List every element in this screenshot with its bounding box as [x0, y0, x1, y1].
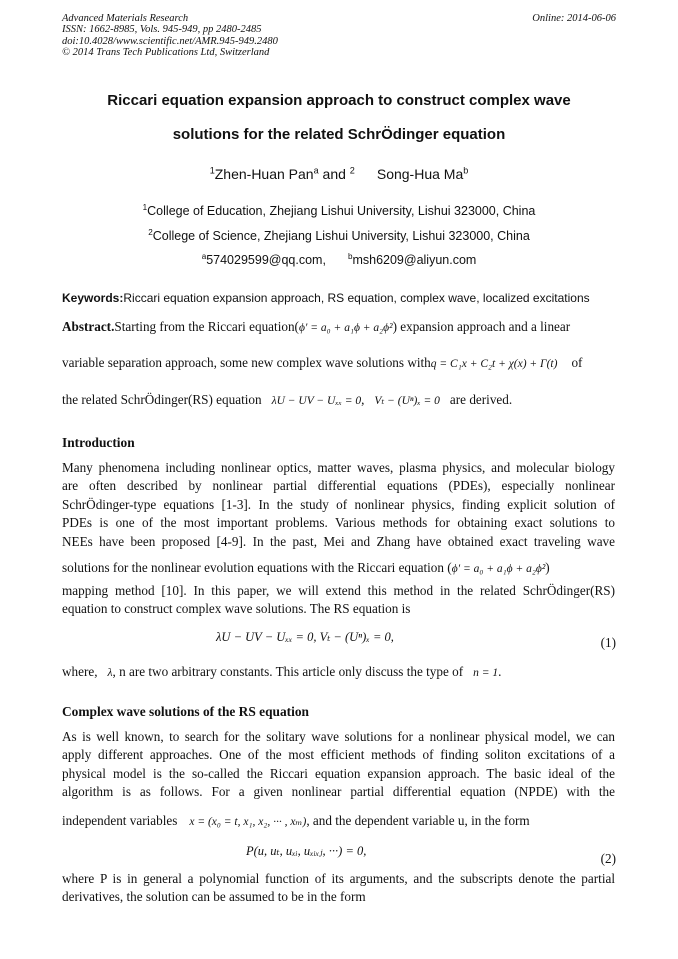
journal-header: [62, 13, 278, 58]
where-text-a: where,: [62, 664, 98, 679]
email-a-mark: a: [201, 251, 207, 261]
intro-text-6a: solutions for the nonlinear evolution equations with the Riccari equation (: [62, 560, 452, 575]
equation-1: λU − UV − Uₓₓ = 0, Vₜ − (Uⁿ)ₓ = 0,: [216, 630, 394, 644]
q-equation: q = C₁x + C₂t + χ(x) + Γ(t): [430, 358, 558, 370]
abstract-line-1: [62, 319, 615, 335]
section-2-paragraph-2: [62, 870, 615, 888]
intro-text-6b: ): [545, 560, 550, 575]
x-vector-equation: x = (x₀ = t, x₁, x₂, ··· , xₘ): [189, 816, 307, 828]
section-2-p2-line-2: derivatives, the solution can be assumed to be in the form: [62, 889, 366, 904]
equation-1-number: (1): [600, 635, 616, 650]
equation-2: [246, 843, 366, 859]
author2-affil-number: 2: [349, 165, 355, 176]
affiliation-2-text: College of Science, Zhejiang Lishui University, Lishui 323000, China: [152, 229, 530, 243]
intro-line: NEEs have been proposed [4-9]. In the past, Mei and Zhang have obtained exact traveling wave: [62, 533, 615, 549]
introduction-paragraph: [62, 459, 615, 551]
rs-equation-1: λU − UV − Uₓₓ = 0: [271, 395, 362, 407]
section-2-heading: Complex wave solutions of the RS equation: [62, 704, 310, 719]
title-line-1: Riccari equation expansion approach to construct complex wave: [107, 92, 571, 109]
issn: ISSN: 1662-8985, Vols. 945-949, pp 2480-2485: [62, 24, 262, 36]
emails: [40, 253, 638, 267]
abstract-text-2a: variable separation approach, some new complex wave solutions with: [62, 355, 431, 370]
email-a[interactable]: 574029599@qq.com,: [206, 253, 326, 267]
affiliation-1-number: 1: [142, 202, 148, 212]
copyright: © 2014 Trans Tech Publications Ltd, Switzerland: [62, 46, 270, 58]
rs-equation-2: Vₜ − (Uⁿ)ₓ = 0: [374, 395, 440, 407]
section-2-line: physical model is the so-called the Riccari equation expansion approach. The basic ideal of the: [62, 765, 615, 781]
abstract-comma: ,: [361, 392, 365, 407]
n-equals-one: n = 1: [473, 667, 499, 679]
equation-2-comma: ,: [363, 844, 367, 858]
affiliation-2: [40, 229, 638, 243]
intro-line: Many phenomena including nonlinear optics, matter waves, plasma physics, and molecular biology: [62, 460, 615, 475]
journal-name: Advanced Materials Research: [62, 13, 189, 24]
equation-1-part-b: Vₜ − (Uⁿ)ₓ = 0: [319, 630, 391, 644]
intro-line: SchrÖdinger-type equations [1-3]. In the study of nonlinear physics, finding explicit solution of: [62, 496, 615, 512]
intro-riccati-equation: ϕ′ = a₀ + a₁ϕ + a₂ϕ²: [451, 563, 546, 575]
intro-line-7: [62, 582, 615, 600]
equation-2-number: (2): [600, 851, 616, 866]
author1-email-mark: a: [313, 165, 319, 176]
abstract-line-3: [62, 392, 615, 408]
introduction-heading: Introduction: [62, 435, 135, 450]
affiliation-2-number: 2: [148, 227, 153, 237]
author2-email-mark: b: [463, 165, 469, 176]
doi: doi:10.4028/www.scientific.net/AMR.945-949.2480: [62, 35, 278, 47]
abstract-text-1a: Starting from the Riccari equation(: [114, 319, 299, 334]
independent-variables-line: [62, 813, 615, 829]
authors: [40, 166, 638, 182]
equation-2-body: P(u, uₜ, uₓᵢ, uₓᵢₓⱼ, ···) = 0: [246, 844, 364, 858]
riccati-equation: ϕ′ = a₀ + a₁ϕ + a₂ϕ²: [298, 322, 393, 334]
lambda-symbol: λ: [107, 667, 113, 679]
author1-name: Zhen-Huan Pan: [214, 166, 314, 182]
abstract-text-3b: are derived.: [449, 392, 513, 407]
where-text-c: .: [498, 664, 502, 679]
abstract-text-2b: of: [571, 355, 583, 370]
title-line-2: solutions for the related SchrÖdinger equation: [172, 126, 506, 143]
author2-name: Song-Hua Ma: [376, 166, 464, 182]
keywords: [62, 291, 622, 305]
keywords-label: Keywords:: [62, 291, 124, 305]
section-2-paragraph: [62, 728, 615, 802]
section-2-line: algorithm is as follows. For a given nonlinear partial differential equation (NPDE) with the: [62, 784, 615, 800]
abstract-text-3a: the related SchrÖdinger(RS) equation: [62, 392, 262, 407]
author1-affil-number: 1: [209, 165, 215, 176]
keywords-text: Riccari equation expansion approach, RS equation, complex wave, localized excitations: [123, 291, 590, 305]
intro-text-7: mapping method [10]. In this paper, we will extend this method in the related SchrÖdinger(RS): [62, 583, 615, 598]
intro-line-8: [62, 600, 615, 618]
online-date: Online: 2014-06-06: [532, 13, 616, 24]
author-conjunction: and: [318, 166, 350, 182]
email-b-mark: b: [347, 251, 353, 261]
equation-1-part-a: λU − UV − Uₓₓ = 0: [216, 630, 314, 644]
abstract-text-1b: ) expansion approach and a linear: [392, 319, 571, 334]
abstract-label: Abstract.: [62, 319, 115, 334]
intro-line: are often described by nonlinear partial differential equations (PDEs), especially nonlinear: [62, 478, 615, 494]
intro-line-riccati: [62, 560, 615, 576]
email-b[interactable]: msh6209@aliyun.com: [352, 253, 477, 267]
independent-variables-text: independent variables: [62, 813, 178, 828]
abstract-line-2: [62, 355, 615, 371]
section-2-paragraph-2-end: [62, 888, 615, 906]
section-2-line: apply different approaches. One of the most efficient methods of finding soliton excitations of a: [62, 747, 615, 763]
where-line: [62, 664, 615, 680]
affiliation-1: [40, 204, 638, 218]
section-2-p2-line-1: where P is in general a polynomial function of its arguments, and the subscripts denote the partial: [62, 871, 615, 886]
dependent-variable-text: , and the dependent variable u, in the form: [306, 813, 530, 828]
intro-line: PDEs is one of the most important problems. Various methods for obtaining exact solutions to: [62, 515, 615, 531]
where-text-b: , n are two arbitrary constants. This article only discuss the type of: [112, 664, 464, 679]
affiliation-1-text: College of Education, Zhejiang Lishui University, Lishui 323000, China: [147, 204, 536, 218]
section-2-line: As is well known, to search for the solitary wave solutions for a nonlinear physical model, we can: [62, 729, 615, 744]
intro-text-8: equation to construct complex wave solutions. The RS equation is: [62, 601, 411, 616]
